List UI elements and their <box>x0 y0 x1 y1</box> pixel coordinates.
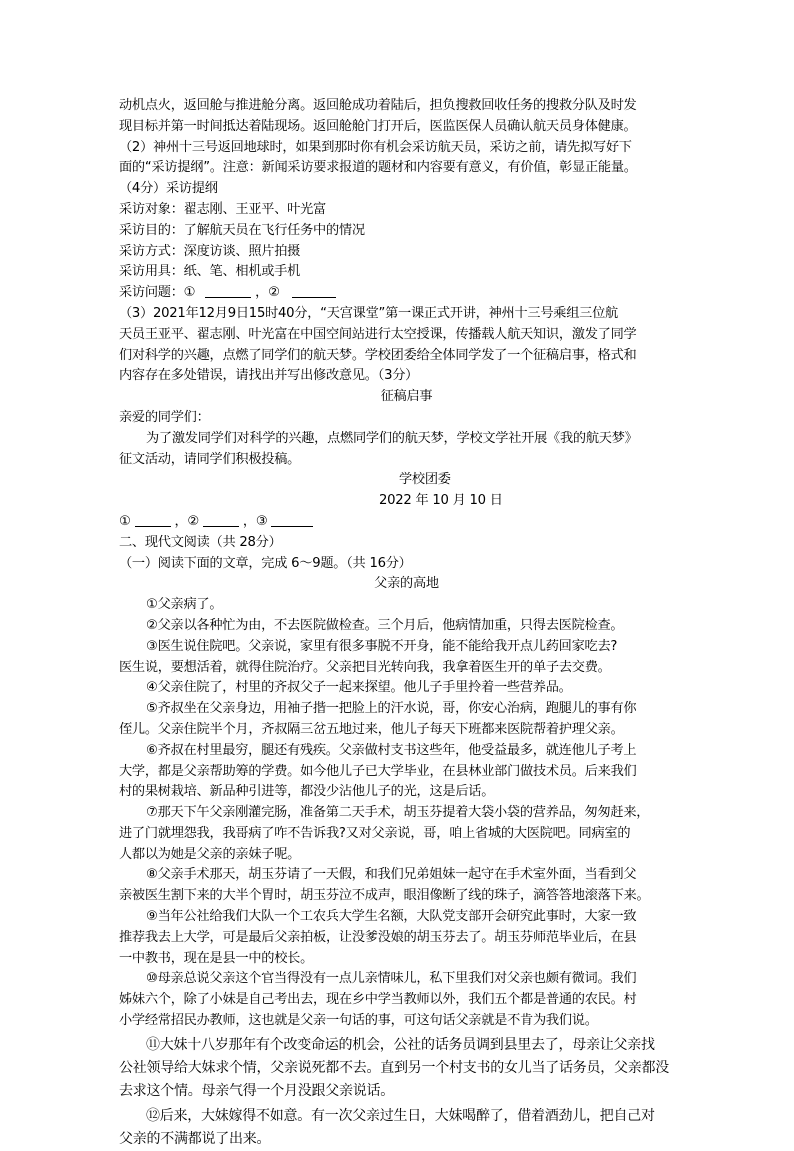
paragraph-6 <box>119 741 694 803</box>
text-line: （4分）采访提纲 <box>119 181 218 197</box>
text-line: 进了门就埋怨我，我哥病了咋不告诉我?又对父亲说，哥，咱上省城的大医院吧。同病室的 <box>119 825 631 841</box>
text-line: 医生说，要想活着，就得住院治疗。父亲把目光转向我，我拿着医生开的单子去交费。 <box>119 659 611 675</box>
notice-date: 2022 年 10 月 10 日 <box>379 493 503 509</box>
answer-blank-1[interactable] <box>205 283 251 298</box>
text-line: （2）神州十三号返回地球时，如果到那时你有机会采访航天员，采访之前，请先拟写好下 <box>119 139 632 155</box>
question-2 <box>119 138 694 304</box>
text-line: 们对科学的兴趣，点燃了同学们的航天梦。学校团委给全体同学发了一个征稿启事，格式和 <box>119 347 637 363</box>
text-line: ⑦那天下午父亲刚灌完肠，准备第二天手术，胡玉芬提着大袋小袋的营养品，匆匆赶来， <box>146 805 650 821</box>
text-line: 村的果树栽培、新品种引进等，都没少沾他儿子的光，这是后话。 <box>119 784 495 800</box>
text-line: 内容存在多处错误，请找出并写出修改意见。（3分） <box>119 368 419 384</box>
answer-blank-2[interactable] <box>292 283 336 298</box>
paragraph-4 <box>119 678 694 699</box>
text-line: 人都以为她是父亲的亲妹子呢。 <box>119 846 301 862</box>
paragraph-5 <box>119 699 694 741</box>
text-line: 亲被医生割下来的大半个胃时，胡玉芬泣不成声，眼泪像断了线的珠子，滴答答地滚落下来。 <box>119 888 650 904</box>
text-line: 姊妹六个，除了小妹是自己考出去，现在乡中学当教师以外，我们五个都是普通的农民。村 <box>119 992 637 1008</box>
interview-object: 采访对象：翟志刚、王亚平、叶光富 <box>119 201 326 217</box>
section-heading: 二、现代文阅读（共 28分） <box>119 534 282 550</box>
answer-mark-2: ，② <box>174 513 199 529</box>
text-line: 现目标并第一时间抵达着陆现场。返回舱舱门打开后，医监医保人员确认航天员身体健康。 <box>119 118 637 134</box>
questions-prefix: 采访问题：① <box>119 285 196 301</box>
paragraph-2 <box>119 616 694 637</box>
text-line: （3）2021年12月9日15时40分，“天宫课堂”第一课正式开讲，神州十三号乘组三位航 <box>119 305 618 321</box>
notice-signature: 学校团委 <box>399 472 451 488</box>
text-line: ⑤齐叔坐在父亲身边，用袖子揩一把脸上的汗水说，哥，你安心治病，跑腿儿的事有你 <box>146 701 637 717</box>
text-line: 小学经常招民办教师，这也就是父亲一句话的事，可这句话父亲就是不肯为我们说。 <box>119 1013 598 1029</box>
notice-greeting: 亲爱的同学们： <box>119 409 210 425</box>
text-line: ⑧父亲手术那天，胡玉芬请了一天假，和我们兄弟姐妹一起守在手术室外面，当看到父 <box>146 867 637 883</box>
text-line: 去求这个情。母亲气得一个月没跟父亲说话。 <box>119 1082 394 1099</box>
intro-text <box>119 96 694 138</box>
interview-questions <box>119 283 694 304</box>
text-line: ⑨当年公社给我们大队一个工农兵大学生名额，大队党支部开会研究此事时，大家一致 <box>146 909 637 925</box>
text-line: ⑥齐叔在村里最穷，腿还有残疾。父亲做村支书这些年，他受益最多，就连他儿子考上 <box>146 742 637 758</box>
answer-blank-3[interactable] <box>135 512 171 527</box>
answer-blank-5[interactable] <box>271 512 313 527</box>
text-line: 一中教书，现在是县一中的校长。 <box>119 950 314 966</box>
paragraph-1 <box>119 595 694 616</box>
interview-tools: 采访用具：纸、笔、相机或手机 <box>119 264 301 280</box>
interview-method: 采访方式：深度访谈、照片拍摄 <box>119 243 301 259</box>
text-line: 面的“采访提纲”。注意：新闻采访要求报道的题材和内容要有意义，有价值，彰显正能量。 <box>119 160 637 176</box>
text-line: 大学，都是父亲帮助筹的学费。如今他儿子已大学毕业，在县林业部门做技术员。后来我们 <box>119 763 637 779</box>
notice-body-line: 为了激发同学们对科学的兴趣，点燃同学们的航天梦，学校文学社开展《我的航天梦》 <box>146 430 638 446</box>
notice-title: 征稿启事 <box>380 389 433 405</box>
answer-mark-3: ，③ <box>242 513 268 529</box>
paragraph-7 <box>119 803 694 865</box>
paragraph-3 <box>119 637 694 679</box>
answer-blank-4[interactable] <box>203 512 239 527</box>
notice-body-line: 征文活动，请同学们积极投稿。 <box>119 451 301 467</box>
paragraph-12 <box>119 1105 694 1151</box>
text-line: ①父亲病了。 <box>146 597 223 613</box>
questions-sep: ，② <box>255 285 280 301</box>
answer-mark-1: ① <box>119 513 131 529</box>
section-subheading: （一）阅读下面的文章，完成 6～9题。（共 16分） <box>119 555 412 571</box>
text-line: 侄儿。父亲住院半个月，齐叔隔三岔五地过来，他儿子每天下班都来医院帮着护理父亲。 <box>119 721 624 737</box>
text-line: 动机点火，返回舱与推进舱分离。返回舱成功着陆后，担负搜救回收任务的搜救分队及时发 <box>119 98 637 113</box>
text-line: ⑪大妹十八岁那年有个改变命运的机会，公社的话务员调到县里去了，母亲让父亲找 <box>146 1036 655 1053</box>
document-page <box>119 96 694 1151</box>
paragraph-11 <box>119 1034 694 1103</box>
text-line: ⑫后来，大妹嫁得不如意。有一次父亲过生日，大妹喝醉了，借着酒劲儿，把自己对 <box>146 1107 655 1124</box>
section-2 <box>119 533 694 595</box>
paragraph-10 <box>119 969 694 1031</box>
text-line: ⑩母亲总说父亲这个官当得没有一点儿亲情味儿，私下里我们对父亲也颇有微词。我们 <box>146 971 637 987</box>
paragraph-8 <box>119 865 694 907</box>
question-3 <box>119 304 694 533</box>
text-line: 父亲的不满都说了出来。 <box>119 1130 271 1147</box>
article-body <box>119 595 694 1151</box>
text-line: 推荐我去上大学，可是最后父亲拍板，让没爹没娘的胡玉芬去了。胡玉芬师范毕业后，在县 <box>119 929 637 945</box>
text-line: 天员王亚平、翟志刚、叶光富在中国空间站进行太空授课，传播载人航天知识，激发了同学 <box>119 326 637 342</box>
paragraph-9 <box>119 907 694 969</box>
text-line: ④父亲住院了，村里的齐叔父子一起来探望。他儿子手里拎着一些营养品。 <box>146 680 572 696</box>
text-line: ③医生说住院吧。父亲说，家里有很多事脱不开身，能不能给我开点儿药回家吃去? <box>146 638 618 654</box>
text-line: ②父亲以各种忙为由，不去医院做检查。三个月后，他病情加重，只得去医院检查。 <box>146 617 624 633</box>
notice-answers <box>119 512 694 533</box>
interview-purpose: 采访目的：了解航天员在飞行任务中的情况 <box>119 222 365 238</box>
article-title: 父亲的高地 <box>374 576 439 592</box>
text-line: 公社领导给大妹求个情，父亲说死都不去。直到另一个村支书的女儿当了话务员，父亲都没 <box>119 1059 669 1076</box>
